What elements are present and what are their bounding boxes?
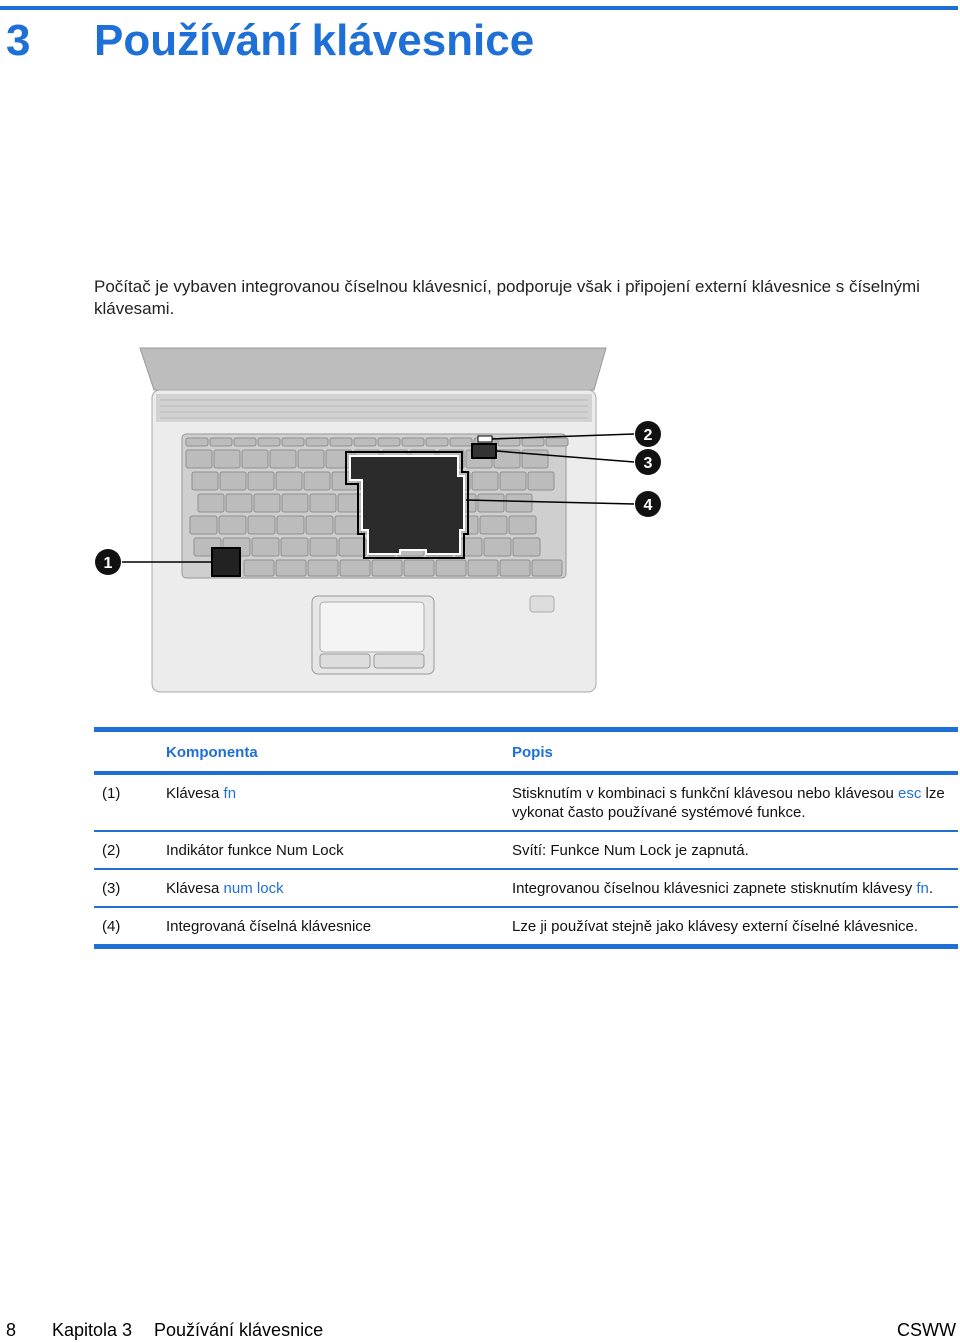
components-table <box>94 727 958 949</box>
header-component: Komponenta <box>158 730 504 774</box>
keyboard-key <box>338 494 364 512</box>
touchpad-left-button <box>320 654 370 668</box>
keyboard-key <box>306 438 328 446</box>
keyboard-key <box>186 450 212 468</box>
row-description <box>504 907 958 947</box>
row-description <box>504 831 958 869</box>
laptop-keyboard-illustration <box>94 340 674 700</box>
description-key-name: fn <box>916 880 929 897</box>
chapter-title: Používání klávesnice <box>94 16 535 65</box>
row-number <box>94 869 158 907</box>
keyboard-key <box>248 472 274 490</box>
num-lock-key <box>472 444 496 458</box>
keyboard-key <box>402 438 424 446</box>
keyboard-key <box>472 472 498 490</box>
keyboard-key <box>304 472 330 490</box>
touchpad-surface <box>320 602 424 652</box>
footer-page-number: 8 <box>6 1320 17 1340</box>
table-row <box>94 907 958 947</box>
callout-2-label: 2 <box>643 427 653 444</box>
keyboard-key <box>532 560 562 576</box>
table-row <box>94 773 958 831</box>
keyboard-key <box>254 494 280 512</box>
callout-4 <box>635 491 661 517</box>
keyboard-key <box>339 538 366 556</box>
keyboard-key <box>306 516 333 534</box>
row-description <box>504 773 958 831</box>
component-key-name: fn <box>223 785 237 802</box>
keyboard-key <box>277 516 304 534</box>
keyboard-key <box>198 494 224 512</box>
keyboard-key <box>426 438 448 446</box>
footer-doc-code: CSWW <box>897 1320 956 1340</box>
keyboard-figure <box>94 340 674 700</box>
callout-4-label: 4 <box>643 497 653 514</box>
keyboard-key <box>513 538 540 556</box>
description-text-after: lze vykonat často používané systémové funkce. <box>512 785 945 821</box>
keyboard-key <box>506 494 532 512</box>
row-number <box>94 831 158 869</box>
touchpad-right-button <box>374 654 424 668</box>
row-description <box>504 869 958 907</box>
description-text: Lze ji používat stejně jako klávesy externí číselné klávesnice. <box>512 918 919 935</box>
row-component <box>158 773 504 831</box>
row-number-text: (1) <box>102 785 121 802</box>
header-number <box>94 730 158 774</box>
footer-chapter-title: Používání klávesnice <box>154 1320 324 1340</box>
header-description: Popis <box>504 730 958 774</box>
keyboard-key <box>258 438 280 446</box>
component-text: Klávesa <box>166 880 224 897</box>
keyboard-key <box>310 494 336 512</box>
table-row <box>94 869 958 907</box>
row-component <box>158 907 504 947</box>
footer-chapter-label: Kapitola 3 <box>52 1320 133 1340</box>
keyboard-key <box>244 560 274 576</box>
keyboard-key <box>310 538 337 556</box>
keyboard-key <box>276 472 302 490</box>
keyboard-key <box>404 560 434 576</box>
keyboard-key <box>298 450 324 468</box>
keyboard-key <box>468 560 498 576</box>
keyboard-key <box>330 438 352 446</box>
keyboard-key <box>509 516 536 534</box>
row-component <box>158 831 504 869</box>
keyboard-key <box>242 450 268 468</box>
component-text: Klávesa <box>166 785 224 802</box>
description-text-after: . <box>928 880 934 897</box>
keyboard-key <box>186 438 208 446</box>
keyboard-key <box>234 438 256 446</box>
keyboard-key <box>276 560 306 576</box>
keyboard-key <box>450 438 472 446</box>
description-text: Stisknutím v kombinaci s funkční klávesou nebo klávesou <box>512 785 899 802</box>
row-component <box>158 869 504 907</box>
keyboard-key <box>528 472 554 490</box>
table-header-row <box>94 730 958 774</box>
keyboard-key <box>480 516 507 534</box>
keyboard-key <box>522 438 544 446</box>
keyboard-key <box>546 438 568 446</box>
keyboard-key <box>354 438 376 446</box>
keyboard-key <box>308 560 338 576</box>
keyboard-key <box>282 494 308 512</box>
numeric-keypad-highlight <box>350 456 464 554</box>
keyboard-key <box>190 516 217 534</box>
keyboard-key <box>220 472 246 490</box>
description-text: Svítí: Funkce Num Lock je zapnutá. <box>512 842 749 859</box>
keyboard-key <box>210 438 232 446</box>
description-text: Integrovanou číselnou klávesnici zapnete stisknutím klávesy <box>512 880 917 897</box>
keyboard-key <box>340 560 370 576</box>
keyboard-key <box>282 438 304 446</box>
intro-paragraph: Počítač je vybaven integrovanou číselnou klávesnicí, podporuje však i připojení externí klávesnice s číselnými klávesami. <box>94 277 920 318</box>
keyboard-key <box>226 494 252 512</box>
component-text: Integrovaná číselná klávesnice <box>166 918 372 935</box>
keyboard-key <box>252 538 279 556</box>
keyboard-key <box>436 560 466 576</box>
row-number-text: (2) <box>102 842 121 859</box>
laptop-hinge <box>140 348 606 390</box>
component-text: Indikátor funkce Num Lock <box>166 842 344 859</box>
component-key-name: num lock <box>223 880 284 897</box>
keyboard-key <box>214 450 240 468</box>
keyboard-key <box>500 472 526 490</box>
keyboard-key <box>372 560 402 576</box>
page-footer <box>0 1320 960 1342</box>
keyboard-key <box>270 450 296 468</box>
keyboard-key <box>219 516 246 534</box>
keyboard-key <box>478 494 504 512</box>
chapter-number: 3 <box>6 16 31 65</box>
keyboard-key <box>500 560 530 576</box>
keyboard-key <box>192 472 218 490</box>
callout-1-label: 1 <box>103 555 113 572</box>
keyboard-key <box>248 516 275 534</box>
row-number-text: (4) <box>102 918 121 935</box>
row-number <box>94 907 158 947</box>
keyboard-key <box>484 538 511 556</box>
row-number <box>94 773 158 831</box>
num-lock-led <box>478 436 492 442</box>
callout-3-label: 3 <box>643 455 653 472</box>
keyboard-key <box>281 538 308 556</box>
callout-3 <box>635 449 661 475</box>
callout-1 <box>95 549 121 575</box>
callout-2 <box>635 421 661 447</box>
fn-key <box>212 548 240 576</box>
table-row <box>94 831 958 869</box>
description-key-name: esc <box>898 785 922 802</box>
top-rule <box>0 6 958 10</box>
fingerprint-reader <box>530 596 554 612</box>
keyboard-key <box>378 438 400 446</box>
row-number-text: (3) <box>102 880 121 897</box>
